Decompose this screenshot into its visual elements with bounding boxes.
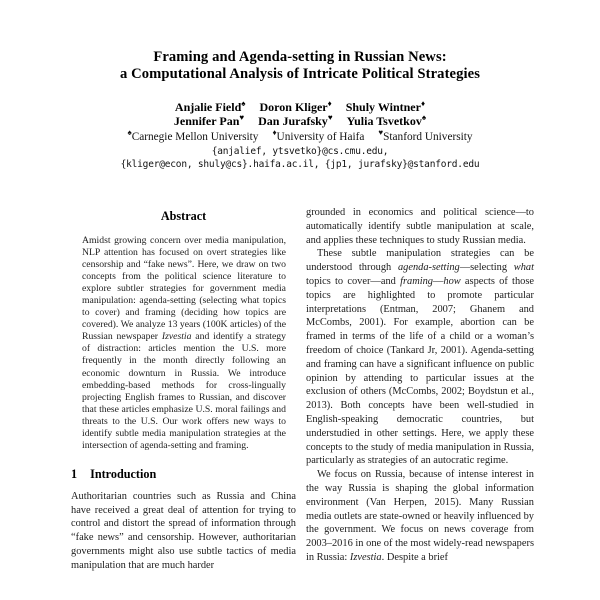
emails-block [0, 146, 600, 172]
affiliation-mark-icon: ♥ [327, 113, 333, 123]
author-name: Yulia Tsvetkov♠ [346, 113, 427, 129]
author-name: Shuly Wintner♦ [345, 99, 426, 114]
affiliation-mark-icon: ♦ [272, 128, 277, 138]
authors-block [0, 100, 600, 129]
email-line: {anjalief, ytsvetko}@cs.cmu.edu, [211, 146, 389, 157]
affiliation-mark-icon: ♦ [420, 99, 426, 108]
affiliation-mark-icon: ♥ [239, 113, 245, 123]
author-name: Anjalie Field♠ [174, 99, 246, 114]
paragraph: We focus on Russia, because of intense interest in the way Russia is shaping the global information environment (Van Herpen, 2015). Many Russian media outlets are state-owned or heavily influenced by the government. We focus on news coverage from 2003–2016 in one of the most widely-read newspapers in Russia: Izvestia. Despite a brief [306, 469, 534, 563]
section-heading-introduction [71, 467, 296, 482]
paper-title-line1: Framing and Agenda-setting in Russian News: [153, 49, 447, 65]
affiliations-line [0, 128, 600, 143]
section-title: Introduction [90, 466, 157, 481]
paragraph: These subtle manipulation strategies can be understood through agenda-setting—selecting what topics to cover—and framing—how aspects of those topics are highlighted to promote particular interpretations (Entman, 2007; Ghanem and McCombs, 2001). For example, abortion can be framed in terms of the life of a child or a woman’s freedom of choice (Tankard Jr, 2001). Agenda-setting and framing can have a significant influence on public opinion by attending to particular issues at the exclusion of others (McCombs, 2002; Boydstun et al., 2013). Both concepts have been well-studied in English-speaking democratic countries, but understudied in other settings. Here, we apply these concepts to the study of media manipulation in Russia, particularly as strategies of an autocratic regime. [306, 248, 535, 467]
affiliation-mark-icon: ♠ [241, 99, 246, 108]
affiliation-mark-icon: ♥ [378, 128, 384, 138]
email-line: {kliger@econ, shuly@cs}.haifa.ac.il, {jp1, jurafsky}@stanford.edu [120, 158, 480, 170]
right-column [306, 206, 534, 565]
paper-title [0, 49, 600, 84]
left-column [71, 206, 296, 573]
affiliation-mark-icon: ♦ [327, 99, 332, 108]
affiliation-mark-icon: ♠ [127, 128, 132, 138]
affiliation-mark-icon: ♠ [421, 113, 427, 123]
affiliation: ♠Carnegie Mellon University [127, 128, 259, 143]
abstract-heading: Abstract [160, 209, 207, 223]
author-row [0, 100, 600, 114]
paper-title-line2: a Computational Analysis of Intricate Political Strategies [119, 66, 481, 83]
author-name: Doron Kliger♦ [259, 99, 332, 114]
affiliation: ♦University of Haifa [272, 128, 365, 143]
paragraph-continuation: grounded in economics and political science—to automatically identify subtle manipulation at scale, and applies these techniques to study Russian media. [306, 207, 534, 246]
affiliation: ♥Stanford University [378, 128, 473, 143]
intro-paragraph: Authoritarian countries such as Russia and China have received a great deal of attention for trying to control and distort the spread of information through “fake news” and censorship. However, authoritarian governments might also use subtle tactics of media manipulation that are much harder [71, 490, 296, 571]
author-row [0, 114, 600, 128]
abstract-text: Amidst growing concern over media manipulation, NLP attention has focused on overt strategies like censorship and “fake news”. Here, we draw on two concepts from the political science literature to explore subtler strategies for government media manipulation: agenda-setting (selecting what topics to cover) and framing (deciding how topics are covered). We analyze 13 years (100K articles) of the Russian newspaper Izvestia and identify a strategy of distraction: articles mention the U.S. more frequently in the month directly following an economic downturn in Russia. We introduce embedding-based methods for cross-lingually projecting English frames to Russian, and discover that these articles emphasize U.S. moral failings and threats to the U.S. Our work offers new ways to identify subtle media manipulation strategies at the intersection of agenda-setting and framing. [82, 235, 286, 451]
author-name: Jennifer Pan♥ [173, 113, 245, 129]
section-number: 1 [71, 466, 78, 481]
author-name: Dan Jurafsky♥ [258, 113, 333, 129]
